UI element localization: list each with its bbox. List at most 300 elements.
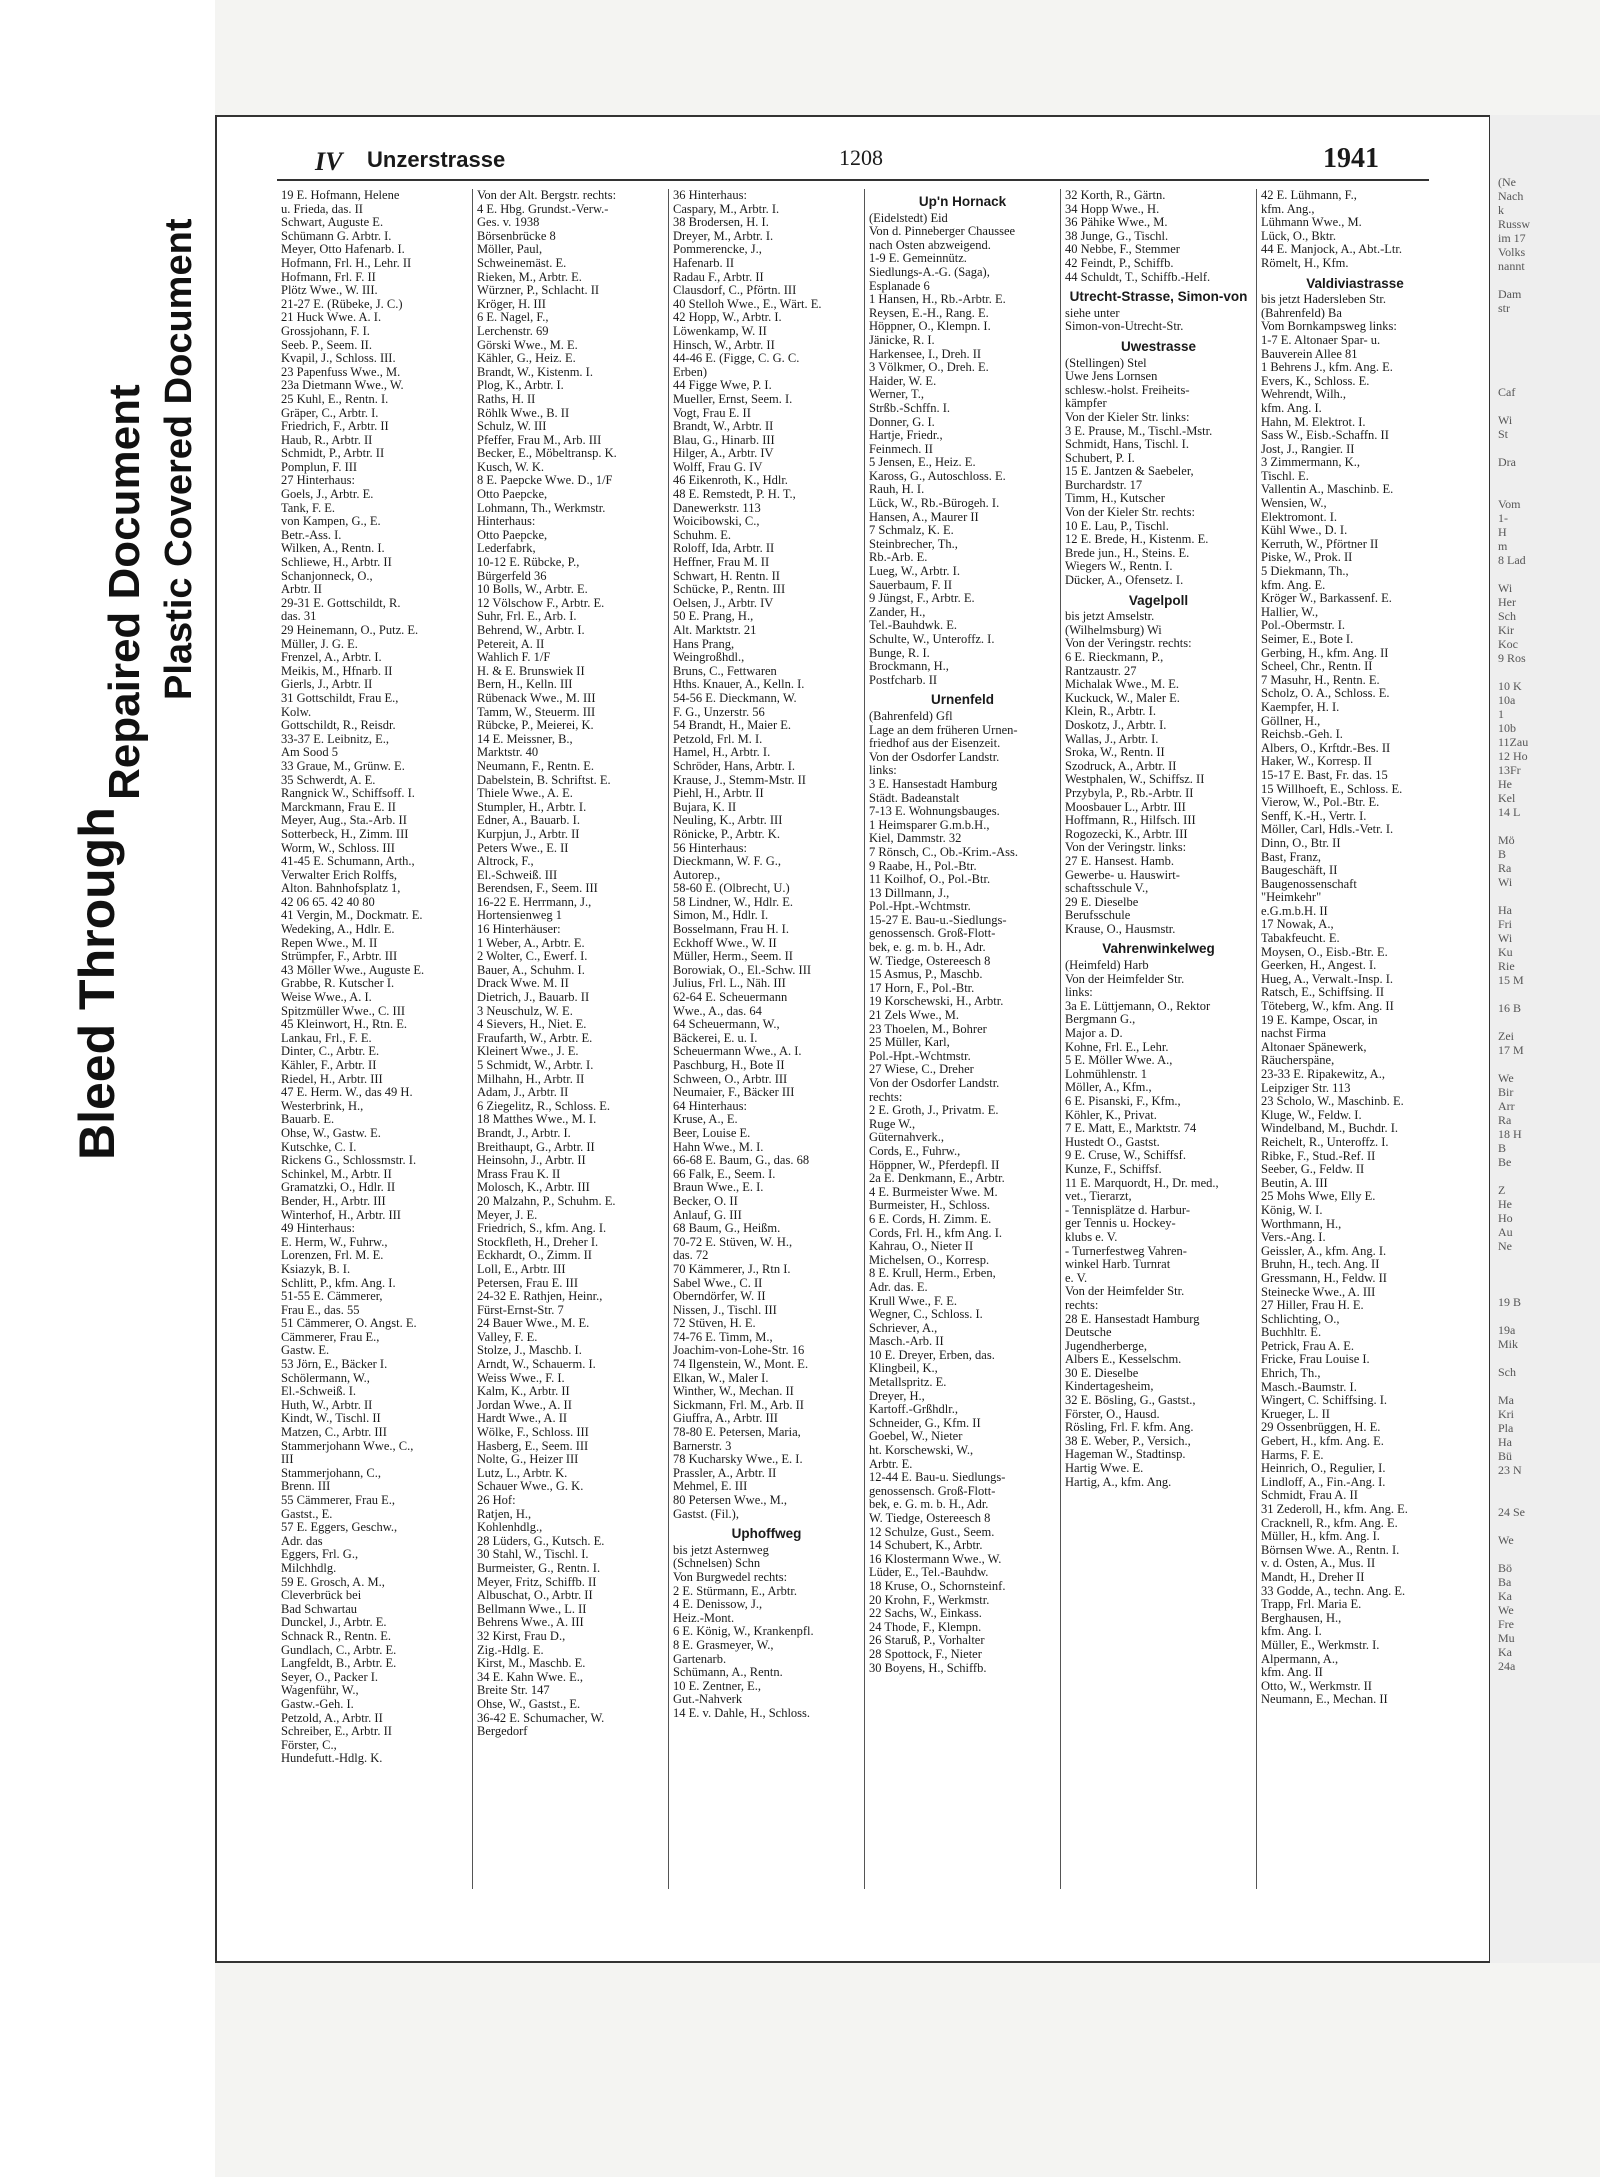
adjacent-page-fragment: We: [1498, 1603, 1514, 1617]
directory-entry: Steinecke Wwe., A. III: [1261, 1285, 1376, 1299]
directory-entry: 46 Eikenroth, K., Hdlr.: [673, 474, 788, 488]
directory-entry: Wallas, J., Arbtr. I.: [1065, 732, 1159, 746]
directory-entry: 50 E. Prang, H.,: [673, 610, 754, 624]
directory-entry: Dreyer, H.,: [869, 1389, 925, 1403]
directory-entry: Plog, K., Arbtr. I.: [477, 379, 564, 393]
directory-entry: Schnack R., Rentn. E.: [281, 1629, 392, 1643]
edition-year: 1941: [1323, 143, 1379, 174]
directory-entry: Lutz, L., Arbtr. K.: [477, 1466, 568, 1480]
directory-entry: 59 E. Grosch, A. M.,: [281, 1575, 385, 1589]
adjacent-page-fragment: Rie: [1498, 959, 1515, 973]
adjacent-page-fragment: 1-: [1498, 511, 1508, 525]
directory-entry: Tabakfeucht. E.: [1261, 932, 1340, 946]
directory-entry: Donner, G. I.: [869, 415, 935, 429]
directory-entry: 5 Diekmann, Th.,: [1261, 565, 1349, 579]
directory-entry: 15-27 E. Bau-u.-Siedlungs-: [869, 913, 1007, 927]
adjacent-page-fragment: [1498, 1519, 1596, 1533]
directory-entry: ger Tennis u. Hockey-: [1065, 1217, 1176, 1231]
directory-entry: Scheuermann Wwe., A. I.: [673, 1045, 802, 1059]
directory-entry: 40 Stelloh Wwe., E., Wärt. E.: [673, 297, 822, 311]
directory-entry: Suhr, Frl. E., Arb. I.: [477, 610, 577, 624]
adjacent-page-fragment: Russw: [1498, 217, 1531, 231]
directory-entry: 18 Kruse, O., Schornsteinf.: [869, 1579, 1006, 1593]
directory-entry: 23-33 E. Ripakewitz, A.,: [1261, 1068, 1385, 1081]
directory-entry: Müller, J. G. E.: [281, 637, 358, 651]
directory-entry: Adr. das. E.: [869, 1280, 928, 1294]
directory-entry: Scheel, Chr., Rentn. II: [1261, 660, 1373, 674]
directory-entry: 32 E. Bösling, G., Gastst.,: [1065, 1394, 1196, 1408]
directory-entry: Cords, E., Fuhrw.,: [869, 1144, 961, 1158]
directory-entry: Hartje, Friedr.,: [869, 429, 943, 443]
adjacent-page-fragment: Wi: [1498, 931, 1513, 945]
directory-entry: Kröger, H. III: [477, 297, 546, 311]
directory-entry: 36 Hinterhaus:: [673, 189, 747, 202]
directory-entry: 1 Hansen, H., Rb.-Arbtr. E.: [869, 293, 1006, 307]
directory-entry: Förster, C.,: [281, 1738, 337, 1752]
directory-entry: 70 Kämmerer, J., Rtn I.: [673, 1262, 791, 1276]
directory-entry: Schümann G. Arbtr. I.: [281, 229, 392, 243]
directory-entry: 1-9 E. Gemeinnütz.: [869, 252, 967, 266]
directory-entry: Steinbrecher, Th.,: [869, 537, 958, 551]
directory-entry: 7 E. Matt, E., Marktstr. 74: [1065, 1122, 1197, 1136]
directory-entry: Hahn Wwe., M. I.: [673, 1140, 764, 1154]
street-heading: Vahrenwinkelweg: [1102, 941, 1215, 957]
directory-entry: Petersen, Frau E. III: [477, 1276, 579, 1290]
directory-entry: Kurpjun, J., Arbtr. II: [477, 827, 580, 841]
directory-entry: Bergmann G.,: [1065, 1013, 1136, 1027]
directory-entry: Clausdorf, C., Pförtn. III: [673, 284, 797, 298]
directory-entry: Stumpler, H., Arbtr. I.: [477, 800, 587, 814]
directory-entry: Schanjonneck, O.,: [281, 569, 373, 583]
adjacent-page-fragment: [1498, 1281, 1596, 1295]
directory-entry: 7 Schmalz, K. E.: [869, 524, 954, 538]
directory-entry: Przybyla, P., Rb.-Arbtr. II: [1065, 786, 1194, 800]
directory-entry: Gewerbe- u. Hauswirt-: [1065, 868, 1180, 882]
adjacent-page-fragment: Ka: [1498, 1589, 1512, 1603]
directory-entry: 44 E. Manjock, A., Abt.-Ltr.: [1261, 243, 1402, 257]
directory-entry: H. & E. Brunswiek II: [477, 664, 585, 678]
directory-entry: Neumann, E., Mechan. II: [1261, 1693, 1388, 1707]
directory-entry: 23a Dietmann Wwe., W.: [281, 379, 404, 393]
directory-entry: Alton. Bahnhofsplatz 1,: [281, 882, 401, 896]
directory-entry: Petzold, A., Arbtr. II: [281, 1711, 383, 1725]
directory-entry: El.-Schweiß. I.: [281, 1385, 356, 1399]
directory-entry: Wegner, C., Schloss. I.: [869, 1308, 983, 1322]
directory-entry: Mehmel, E. III: [673, 1480, 748, 1494]
directory-entry: 42 E. Lühmann, F.,: [1261, 189, 1357, 202]
directory-entry: Pfeffer, Frau M., Arb. III: [477, 433, 602, 447]
directory-entry: Heinrich, O., Regulier, I.: [1261, 1462, 1386, 1476]
directory-entry: Fraufarth, W., Arbtr. E.: [477, 1031, 593, 1045]
directory-entry: Dücker, A., Ofensetz. I.: [1065, 574, 1184, 588]
directory-entry: bis jetzt Hadersleben Str.: [1261, 293, 1386, 307]
directory-entry: Hundefutt.-Hdlg. K.: [281, 1752, 383, 1766]
directory-page: [215, 115, 1491, 1963]
adjacent-page-fragment: Arr: [1498, 1099, 1515, 1113]
directory-entry: Schümann, A., Rentn.: [673, 1666, 783, 1680]
directory-entry: Bern, H., Kelln. III: [477, 678, 573, 692]
directory-entry: Wahlich F. 1/F: [477, 651, 551, 665]
directory-entry: Römelt, H., Kfm.: [1261, 256, 1349, 270]
directory-entry: 21 Zels Wwe., M.: [869, 1009, 960, 1023]
directory-entry: Brede jun., H., Steins. E.: [1065, 546, 1190, 560]
directory-entry: Tel.-Bauhdwk. E.: [869, 619, 957, 633]
directory-entry: W. Tiedge, Ostereesch 8: [869, 954, 991, 968]
adjacent-page-fragment: [1498, 819, 1596, 833]
adjacent-page-fragment: [1498, 567, 1596, 581]
directory-entry: 3 E. Hansestadt Hamburg: [869, 777, 998, 791]
directory-entry: Spitzmüller Wwe., C. III: [281, 1004, 406, 1018]
directory-entry: 33 Graue, M., Grünw. E.: [281, 759, 405, 773]
directory-entry: Hageman W., Stadtinsp.: [1065, 1448, 1186, 1462]
directory-entry: Reysen, E.-H., Rang. E.: [869, 306, 989, 320]
directory-entry: Von der Alt. Bergstr. rechts:: [477, 189, 617, 202]
directory-entry: Otto Paepcke,: [477, 488, 548, 502]
directory-entry: Bruns, C., Fettwaren: [673, 664, 777, 678]
directory-entry: Grossjohann, F. I.: [281, 324, 370, 338]
directory-entry: Simon, M., Hdlr. I.: [673, 909, 769, 923]
directory-entry: Von der Heimfelder Str.: [1065, 972, 1185, 986]
directory-entry: 58-60 E. (Olbrecht, U.): [673, 882, 790, 896]
directory-entry: Milhahn, H., Arbtr. II: [477, 1072, 585, 1086]
directory-entry: Lüder, E., Tel.-Bauhdw.: [869, 1566, 989, 1580]
directory-entry: 8 E. Paepcke Wwe. D., 1/F: [477, 474, 613, 488]
directory-entry: Rantzaustr. 27: [1065, 664, 1137, 678]
directory-entry: Güternahverk.,: [869, 1131, 944, 1145]
adjacent-page-fragment: [1498, 441, 1596, 455]
directory-entry: Pol.-Hpt.-Wchtmstr.: [869, 900, 971, 914]
directory-entry: Esplanade 6: [869, 279, 930, 293]
directory-entry: Kindertagesheim,: [1065, 1380, 1154, 1394]
directory-entry: Molosch, K., Arbtr. III: [477, 1181, 590, 1195]
adjacent-page-fragment: Sch: [1498, 609, 1516, 623]
directory-entry: Altrock, F.,: [477, 855, 534, 869]
directory-entry: Heffner, Frau M. II: [673, 556, 770, 570]
directory-entry: u. Frieda, das. II: [281, 202, 363, 216]
adjacent-page-fragment: [1498, 1309, 1596, 1323]
directory-entry: Breite Str. 147: [477, 1684, 550, 1698]
directory-entry: Joachim-von-Lohe-Str. 16: [673, 1344, 805, 1358]
directory-entry: 12 E. Brede, H., Kistenm. E.: [1065, 533, 1209, 547]
directory-entry: Autorep.,: [673, 868, 721, 882]
directory-entry: Stammerjohann Wwe., C.,: [281, 1439, 414, 1453]
directory-entry: Förster, O., Hausd.: [1065, 1407, 1160, 1421]
adjacent-page-fragment: nannt: [1498, 259, 1525, 273]
adjacent-page-fragment: We: [1498, 1071, 1514, 1085]
directory-entry: Schwart, H. Rentn. II: [673, 569, 780, 583]
directory-entry: Seeb. P., Seem. II.: [281, 338, 372, 352]
adjacent-page-fragment: Ha: [1498, 903, 1512, 917]
directory-entry: Schlitt, P., kfm. Ang. I.: [281, 1276, 396, 1290]
directory-entry: 23 Papenfuss Wwe., M.: [281, 365, 401, 379]
directory-entry: bis jetzt Amselstr.: [1065, 610, 1155, 624]
directory-entry: Michalak Wwe., M. E.: [1065, 678, 1179, 692]
directory-entry: Dinter, C., Arbtr. E.: [281, 1045, 380, 1059]
directory-entry: Möller, A., Kfm.,: [1065, 1081, 1152, 1095]
directory-entry: 6 E. Nagel, F.,: [477, 311, 549, 325]
adjacent-page-fragment: im 17: [1498, 231, 1526, 245]
directory-entry: 8 E. Krull, Herm., Erben,: [869, 1267, 996, 1281]
directory-entry: Schlichting, O.,: [1261, 1312, 1340, 1326]
directory-entry: 9 Raabe, H., Pol.-Btr.: [869, 859, 977, 873]
directory-entry: 2a E. Denkmann, E., Arbtr.: [869, 1172, 1005, 1186]
directory-entry: 17 Horn, F., Pol.-Btr.: [869, 981, 975, 995]
adjacent-page-fragment: 15 M: [1498, 973, 1524, 987]
directory-entry: Schücke, P., Rentn. III: [673, 583, 786, 597]
directory-entry: Doskotz, J., Arbtr. I.: [1065, 718, 1167, 732]
directory-entry: e.G.m.b.H. II: [1261, 904, 1328, 918]
adjacent-page-fragment: Z: [1498, 1183, 1506, 1197]
directory-column-1: [277, 189, 473, 1889]
directory-entry: Caspary, M., Arbtr. I.: [673, 202, 780, 216]
adjacent-page-fragment: 14 L: [1498, 805, 1521, 819]
directory-entry: Kuckuck, W., Maler E.: [1065, 691, 1180, 705]
directory-entry: bek, e. G. m. b. H., Adr.: [869, 1498, 989, 1512]
directory-entry: 43 Möller Wwe., Auguste E.: [281, 963, 425, 977]
directory-entry: 10 E. Zentner, E.,: [673, 1679, 762, 1693]
directory-entry: Schriever, A.,: [869, 1321, 938, 1335]
directory-entry: Reichelt, R., Unteroffz. I.: [1261, 1135, 1389, 1149]
directory-entry: Haider, W. E.: [869, 374, 937, 388]
directory-entry: Börsenbrücke 8: [477, 229, 556, 243]
directory-entry: Lohmann, Th., Werkmstr.: [477, 501, 606, 515]
adjacent-page-fragment: 12 Ho: [1498, 749, 1528, 763]
directory-entry: Hueg, A., Verwalt.-Insp. I.: [1261, 972, 1394, 986]
directory-entry: Zig.-Hdlg. E.: [477, 1643, 544, 1657]
directory-entry: Gastw. E.: [281, 1344, 330, 1358]
adjacent-page-fragment: St: [1498, 427, 1509, 441]
directory-entry: Behrend, W., Arbtr. I.: [477, 624, 585, 637]
directory-entry: 27 Wiese, C., Dreher: [869, 1063, 974, 1077]
directory-entry: 1 Behrens J., kfm. Ang. E.: [1261, 361, 1393, 375]
directory-entry: Bosselmann, Frau H. I.: [673, 923, 789, 937]
directory-entry: Lederfabrk,: [477, 542, 536, 556]
directory-entry: Evers, K., Schloss. E.: [1261, 374, 1370, 388]
directory-entry: Bauer, A., Schuhm. I.: [477, 963, 585, 977]
directory-entry: Metallspritz. E.: [869, 1376, 947, 1390]
directory-entry: Piske, W., Prok. II: [1261, 551, 1353, 565]
directory-entry: Ohse, W., Gastst., E.: [477, 1697, 581, 1711]
directory-entry: nach Osten abzweigend.: [869, 238, 991, 252]
directory-entry: 53 Jörn, E., Bäcker I.: [281, 1358, 388, 1372]
directory-entry: Geerken, H., Angest. I.: [1261, 959, 1377, 973]
directory-entry: Wiegers W., Rentn. I.: [1065, 560, 1173, 574]
directory-entry: 27 E. Hansest. Hamb.: [1065, 854, 1175, 868]
directory-entry: Kühl Wwe., D. I.: [1261, 524, 1348, 538]
directory-entry: Hansen, A., Maurer II: [869, 510, 979, 524]
directory-entry: Bruhn, H., tech. Ang. II: [1261, 1258, 1380, 1272]
directory-entry: Lerchenstr. 69: [477, 324, 549, 338]
directory-entry: (Heimfeld) Harb: [1065, 959, 1149, 973]
directory-entry: Heiz.-Mont.: [673, 1611, 735, 1625]
directory-entry: 25 Kuhl, E., Rentn. I.: [281, 392, 389, 406]
directory-entry: Schmidt, Frau A. II: [1261, 1489, 1358, 1503]
directory-entry: 41 Vergin, M., Dockmatr. E.: [281, 909, 423, 923]
adjacent-page-fragment: Nach: [1498, 189, 1524, 203]
directory-entry: Meyer, Aug., Sta.-Arb. II: [281, 814, 407, 828]
adjacent-page-fragment: 8 Lad: [1498, 553, 1526, 567]
directory-entry: Zander, H.,: [869, 605, 926, 619]
directory-entry: Rogozecki, K., Arbtr. III: [1065, 827, 1188, 841]
directory-entry: 6 E. Rieckmann, P.,: [1065, 651, 1164, 664]
directory-entry: Masch.-Arb. II: [869, 1335, 944, 1349]
directory-entry: Lohmühlenstr. 1: [1065, 1067, 1147, 1081]
directory-entry: genossensch. Groß-Flott-: [869, 927, 996, 941]
directory-entry: Blau, G., Hinarb. III: [673, 433, 775, 447]
directory-entry: Würzner, P., Schlacht. II: [477, 284, 600, 298]
directory-entry: (Eidelstedt) Eid: [869, 211, 948, 225]
directory-entry: Westphalen, W., Schiffsz. II: [1065, 773, 1205, 787]
directory-entry: Edner, A., Bauarb. I.: [477, 814, 580, 828]
directory-entry: 14 E. Meissner, B.,: [477, 732, 573, 746]
directory-entry: 14 E. v. Dahle, H., Schloss.: [673, 1706, 811, 1720]
directory-entry: Schubert, P. I.: [1065, 451, 1135, 465]
directory-entry: Räucherspäne,: [1261, 1054, 1335, 1068]
directory-entry: 51 Cämmerer, O. Angst. E.: [281, 1317, 417, 1331]
directory-entry: Görski Wwe., M. E.: [477, 338, 578, 352]
directory-entry: Schinkel, M., Arbtr. II: [281, 1167, 392, 1181]
directory-entry: Wölke, F., Schloss. III: [477, 1426, 589, 1440]
directory-entry: (Schnelsen) Schn: [673, 1557, 761, 1571]
directory-entry: 15 E. Jantzen & Saebeler,: [1065, 465, 1194, 479]
directory-entry: Krause, J., Stemm-Mstr. II: [673, 773, 806, 787]
directory-entry: Mrass Frau K. II: [477, 1167, 561, 1181]
directory-entry: - Tennisplätze d. Harbur-: [1065, 1203, 1190, 1217]
adjacent-page-fragment: 1: [1498, 707, 1504, 721]
directory-entry: nachst Firma: [1261, 1027, 1326, 1041]
directory-entry: 70-72 E. Stüven, W. H.,: [673, 1235, 793, 1249]
directory-entry: Kaross, G., Autoschloss. E.: [869, 469, 1006, 483]
adjacent-page-fragment: He: [1498, 777, 1512, 791]
directory-entry: Kusch, W. K.: [477, 460, 545, 474]
adjacent-page-fragment: k: [1498, 203, 1504, 217]
directory-entry: Sroka, W., Rentn. II: [1065, 746, 1165, 760]
adjacent-page-fragment: Ne: [1498, 1239, 1512, 1253]
adjacent-page-fragment: 10a: [1498, 693, 1516, 707]
directory-entry: Tank, F. E.: [281, 501, 336, 515]
street-heading: Utrecht-Strasse, Simon-von: [1069, 289, 1248, 305]
directory-entry: Gartenarb.: [673, 1652, 727, 1666]
directory-entry: Schreiber, E., Arbtr. II: [281, 1725, 392, 1739]
directory-entry: 7 Masuhr, H., Rentn. E.: [1261, 673, 1380, 687]
directory-entry: Schween, O., Arbtr. III: [673, 1072, 788, 1086]
directory-entry: Radau F., Arbtr. II: [673, 270, 764, 284]
directory-entry: 34 Hopp Wwe., H.: [1065, 202, 1160, 216]
adjacent-page-fragment: [1498, 315, 1596, 329]
directory-entry: Jugendherberge,: [1065, 1339, 1148, 1353]
directory-entry: Baugeschäft, II: [1261, 864, 1338, 878]
directory-entry: Dinn, O., Btr. II: [1261, 836, 1341, 850]
bleed-through-label: Bleed Through: [69, 807, 125, 1160]
directory-entry: Arbtr. II: [281, 583, 322, 597]
directory-entry: 38 E. Weber, P., Versich.,: [1065, 1434, 1191, 1448]
adjacent-page-edge: [1490, 115, 1600, 1963]
directory-entry: 47 E. Herm. W., das 49 H.: [281, 1086, 413, 1100]
directory-entry: 20 Malzahn, P., Schuhm. E.: [477, 1194, 616, 1208]
directory-entry: Wagenführ, W.,: [281, 1684, 359, 1698]
directory-entry: 27 Hiller, Frau H. E.: [1261, 1299, 1364, 1313]
adjacent-page-fragment: Vom: [1498, 497, 1521, 511]
directory-entry: 12 Schulze, Gust., Seem.: [869, 1525, 995, 1539]
directory-entry: Petrick, Frau A. E.: [1261, 1339, 1355, 1353]
directory-entry: Stockfleth, H., Dreher I.: [477, 1235, 599, 1249]
directory-entry: 66 Falk, E., Seem. I.: [673, 1167, 776, 1181]
directory-entry: Scholz, O. A., Schloss. E.: [1261, 687, 1390, 701]
adjacent-page-fragment: [1498, 469, 1596, 483]
directory-entry: Hasberg, E., Seem. III: [477, 1439, 589, 1453]
directory-entry: Hans Prang,: [673, 637, 735, 651]
directory-entry: Hofmann, Frl. H., Lehr. II: [281, 256, 412, 270]
directory-entry: Nissen, J., Tischl. III: [673, 1303, 777, 1317]
directory-entry: Leipziger Str. 113: [1261, 1081, 1351, 1095]
directory-entry: friedhof aus der Eisenzeit.: [869, 737, 1001, 751]
directory-entry: Meyer, Fritz, Schiffb. II: [477, 1575, 597, 1589]
directory-entry: 35 Schwerdt, A. E.: [281, 773, 376, 787]
directory-entry: 1-7 E. Altonaer Spar- u.: [1261, 333, 1381, 347]
directory-entry: Wilken, A., Rentn. I.: [281, 542, 385, 556]
directory-column-4: [865, 189, 1061, 1889]
directory-columns: [277, 189, 1437, 1889]
directory-entry: 54 Brandt, H., Maier E.: [673, 719, 792, 733]
adjacent-page-fragment: [1498, 1169, 1596, 1183]
directory-entry: Dieckmann, W. F. G.,: [673, 855, 782, 869]
directory-entry: Seyer, O., Packer I.: [281, 1670, 379, 1684]
directory-entry: Kleinert Wwe., J. E.: [477, 1045, 579, 1059]
directory-entry: Windelband, M., Buchdr. I.: [1261, 1122, 1398, 1136]
directory-entry: schlesw.-holst. Freiheits-: [1065, 383, 1190, 397]
adjacent-page-fragment: 10b: [1498, 721, 1516, 735]
directory-entry: Alt. Marktstr. 21: [673, 624, 757, 637]
adjacent-page-fragment: Koc: [1498, 637, 1518, 651]
directory-entry: Bauverein Allee 81: [1261, 347, 1358, 361]
directory-entry: Verwalter Erich Rolffs,: [281, 868, 398, 882]
directory-entry: 68 Baum, G., Heißm.: [673, 1222, 781, 1236]
directory-entry: 19 E. Kampe, Oscar, in: [1261, 1013, 1378, 1027]
directory-entry: Geissler, A., kfm. Ang. I.: [1261, 1244, 1387, 1258]
directory-entry: 74-76 E. Timm, M.,: [673, 1330, 773, 1344]
directory-entry: Gressmann, H., Feldw. II: [1261, 1271, 1387, 1285]
adjacent-page-fragment: [1498, 371, 1596, 385]
directory-entry: 25 Mohs Wwe, Elly E.: [1261, 1190, 1376, 1204]
directory-entry: Tamm, W., Steuerm. III: [477, 705, 596, 719]
directory-entry: Barnerstr. 3: [673, 1439, 732, 1453]
directory-entry: 19 E. Hofmann, Helene: [281, 189, 400, 202]
directory-entry: Lankau, Frl., F. E.: [281, 1031, 372, 1045]
directory-entry: 58 Lindner, W., Hdlr. E.: [673, 895, 793, 909]
directory-entry: Cracknell, R., kfm. Ang. E.: [1261, 1516, 1398, 1530]
adjacent-page-fragment: [1498, 273, 1596, 287]
directory-entry: Otto Paepcke,: [477, 528, 548, 542]
directory-entry: W. Tiedge, Ostereesch 8: [869, 1512, 991, 1525]
adjacent-page-fragment: He: [1498, 1197, 1512, 1211]
directory-entry: Schneider, G., Kfm. II: [869, 1416, 981, 1430]
directory-entry: Berufsschule: [1065, 909, 1131, 923]
directory-entry: Mandt, H., Dreher II: [1261, 1570, 1365, 1584]
directory-entry: Paschburg, H., Bote II: [673, 1059, 785, 1072]
directory-entry: 10 E. Dreyer, Erben, das.: [869, 1348, 995, 1362]
directory-entry: 9 Jüngst, F., Arbtr. E.: [869, 592, 975, 606]
directory-entry: Meikis, M., Hfnarb. II: [281, 664, 393, 678]
directory-entry: 34 E. Kahn Wwe. E.,: [477, 1670, 583, 1684]
directory-entry: 42 Hopp, W., Arbtr. I.: [673, 311, 782, 325]
directory-entry: 28 Spottock, F., Nieter: [869, 1647, 982, 1661]
directory-entry: Strßb.-Schffn. I.: [869, 401, 951, 415]
directory-entry: Neumaier, F., Bäcker III: [673, 1086, 795, 1100]
directory-entry: Von der Kieler Str. links:: [1065, 410, 1190, 424]
directory-entry: 32 Korth, R., Gärtn.: [1065, 189, 1166, 202]
directory-entry: 6 Ziegelitz, R., Schloss. E.: [477, 1099, 610, 1113]
adjacent-page-fragment: 10 K: [1498, 679, 1522, 693]
